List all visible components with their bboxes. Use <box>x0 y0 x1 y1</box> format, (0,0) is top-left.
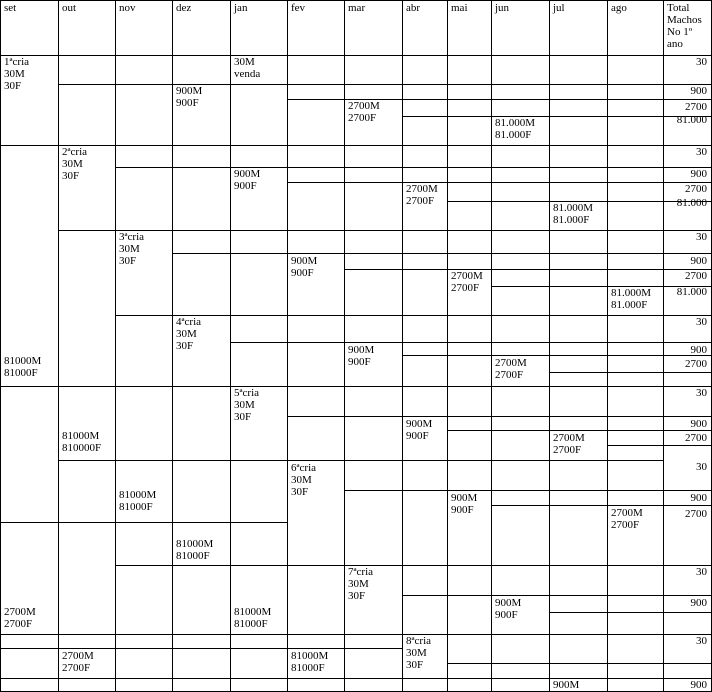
grid-line <box>287 182 712 183</box>
month-header-jul: jul <box>553 2 565 14</box>
grid-line <box>344 490 712 491</box>
total-machos-cell: 30 <box>696 56 707 68</box>
total-machos-cell: 2700 <box>685 358 707 370</box>
total-machos-cell: 30 <box>696 316 707 328</box>
total-machos-cell: 30 <box>696 566 707 578</box>
month-header-mai: mai <box>451 2 468 14</box>
total-machos-cell: 30 <box>696 231 707 243</box>
month-header-fev: fev <box>291 2 306 14</box>
total-machos-cell: 81.000 <box>676 197 707 209</box>
cell-81000p-b1: 81.000M 81.000F <box>495 117 536 141</box>
cell-81000-b6: 81000M 81000F <box>119 489 157 513</box>
grid-line <box>447 663 712 664</box>
grid-line <box>0 145 712 146</box>
grid-line <box>402 595 712 596</box>
grid-line <box>0 634 712 635</box>
cell-900-b2: 900M 900F <box>234 168 261 192</box>
grid-line <box>607 0 608 692</box>
month-header-mar: mar <box>348 2 366 14</box>
cell-81000-b5: 81000M 810000F <box>62 430 102 454</box>
total-machos-cell: 2700 <box>685 101 707 113</box>
cell-900-b3: 900M 900F <box>291 255 318 279</box>
grid-line <box>172 0 173 692</box>
grid-line <box>172 253 712 254</box>
total-machos-cell: 2700 <box>685 183 707 195</box>
total-machos-cell: 81.000 <box>676 114 707 126</box>
total-machos-cell: 81.000 <box>676 286 707 298</box>
cell-81000-jan: 81000M 81000F <box>234 606 272 630</box>
cell-900-b1: 900M 900F <box>176 85 203 109</box>
cell-900-b4: 900M 900F <box>348 344 375 368</box>
cell-2700-out: 2700M 2700F <box>62 650 94 674</box>
cell-2700-b5: 2700M 2700F <box>553 432 585 456</box>
cria-7: 7ªcria 30M 30F <box>348 566 374 602</box>
total-machos-cell: 30 <box>696 146 707 158</box>
cell-900-b6: 900M 900F <box>451 492 478 516</box>
grid-line <box>58 84 712 85</box>
grid-line <box>344 269 712 270</box>
total-machos-cell: 900 <box>690 85 707 97</box>
cria-1: 1ªcria 30M 30F <box>4 56 30 92</box>
total-machos-cell: 900 <box>690 679 707 691</box>
total-machos-cell: 30 <box>696 461 707 473</box>
grid-line <box>58 460 664 461</box>
total-machos-cell: 900 <box>690 344 707 356</box>
grid-line <box>344 0 345 692</box>
grid-line <box>447 0 448 692</box>
cria-8: 8ªcria 30M 30F <box>406 635 432 671</box>
total-machos-cell: 900 <box>690 418 707 430</box>
grid-line <box>0 386 712 387</box>
total-machos-cell: 900 <box>690 597 707 609</box>
grid-line <box>549 612 712 613</box>
total-machos-header: Total Machos No 1º ano <box>667 2 702 50</box>
cria-3: 3ªcria 30M 30F <box>119 231 145 267</box>
cell-900-b5: 900M 900F <box>406 418 433 442</box>
venda-cell: 30M venda <box>234 56 261 80</box>
cell-2700-b6: 2700M 2700F <box>611 507 643 531</box>
total-machos-cell: 30 <box>696 635 707 647</box>
cell-81000-b4: 81000M 81000F <box>4 355 42 379</box>
grid-line <box>491 0 492 692</box>
cell-81000-fev: 81000M 81000F <box>291 650 329 674</box>
grid-line <box>402 0 403 692</box>
cell-900m-jul: 900M <box>553 679 580 691</box>
grid-line <box>607 445 712 446</box>
grid-line <box>0 522 288 523</box>
grid-line <box>549 372 712 373</box>
cell-81000-dez: 81000M 81000F <box>176 538 214 562</box>
month-header-jun: jun <box>495 2 510 14</box>
cria-6: 6ªcria 30M 30F <box>291 462 317 498</box>
month-header-out: out <box>62 2 77 14</box>
total-machos-cell: 2700 <box>685 508 707 520</box>
grid-line <box>287 416 712 417</box>
grid-line <box>0 0 712 1</box>
grid-line <box>115 0 116 692</box>
grid-line <box>0 678 712 679</box>
cell-2700-b4: 2700M 2700F <box>495 357 527 381</box>
total-machos-cell: 900 <box>690 168 707 180</box>
month-header-set: set <box>4 2 17 14</box>
cell-2700-b7: 2700M 2700F <box>4 606 36 630</box>
grid-line <box>491 505 712 506</box>
month-header-nov: nov <box>119 2 136 14</box>
cell-81000p-b2: 81.000M 81.000F <box>553 202 594 226</box>
grid-line <box>447 430 712 431</box>
grid-line <box>287 0 288 692</box>
cell-81000p-b3: 81.000M 81.000F <box>611 287 652 311</box>
grid-line <box>58 0 59 692</box>
cell-2700-b2: 2700M 2700F <box>406 183 438 207</box>
grid-line <box>115 315 712 316</box>
total-machos-cell: 2700 <box>685 432 707 444</box>
cria-5: 5ªcria 30M 30F <box>234 387 260 423</box>
month-header-abr: abr <box>406 2 421 14</box>
grid-line <box>230 0 231 692</box>
grid-line <box>0 55 712 56</box>
cell-2700-b3: 2700M 2700F <box>451 270 483 294</box>
total-machos-cell: 900 <box>690 492 707 504</box>
cria-2: 2ªcria 30M 30F <box>62 146 88 182</box>
grid-line <box>0 0 1 692</box>
total-machos-cell: 2700 <box>685 270 707 282</box>
grid-line <box>549 0 550 692</box>
grid-line <box>115 565 712 566</box>
month-header-dez: dez <box>176 2 192 14</box>
total-machos-cell: 900 <box>690 255 707 267</box>
grid-line <box>0 648 403 649</box>
month-header-jan: jan <box>234 2 248 14</box>
grid-line <box>58 230 712 231</box>
grid-line <box>115 167 712 168</box>
grid-line <box>230 342 712 343</box>
cell-2700-b1: 2700M 2700F <box>348 100 380 124</box>
cell-900-b7: 900M 900F <box>495 597 522 621</box>
total-machos-cell: 30 <box>696 387 707 399</box>
cria-4: 4ªcria 30M 30F <box>176 316 202 352</box>
month-header-ago: ago <box>611 2 627 14</box>
